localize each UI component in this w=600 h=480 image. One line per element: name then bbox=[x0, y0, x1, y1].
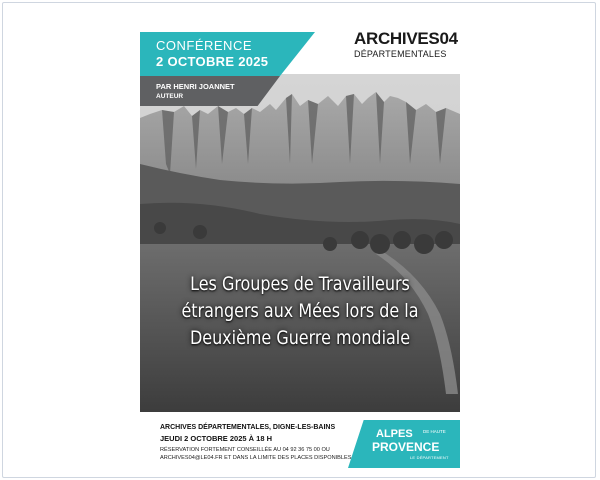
department-logo-caption: LE DÉPARTEMENT bbox=[410, 455, 449, 460]
author-banner bbox=[140, 76, 280, 106]
event-datetime: JEUDI 2 OCTOBRE 2025 À 18 H bbox=[160, 434, 272, 443]
reservation-info-2: ARCHIVES04@LE04.FR ET DANS LA LIMITE DES PLACES DISPONIBLES bbox=[160, 455, 352, 461]
conference-label: CONFÉRENCE bbox=[156, 38, 253, 53]
event-poster bbox=[140, 14, 460, 468]
title-line-3: Deuxième Guerre mondiale bbox=[189, 327, 411, 349]
archives-logo bbox=[354, 29, 458, 49]
author-role: AUTEUR bbox=[156, 93, 184, 100]
title-line-2: étrangers aux Mées lors de la bbox=[181, 300, 419, 322]
department-logo-alpes: ALPES bbox=[376, 428, 413, 440]
event-location: ARCHIVES DÉPARTEMENTALES, DIGNE-LES-BAINS bbox=[160, 424, 336, 431]
archives-logo-number: 04 bbox=[439, 29, 458, 48]
department-logo-haute: DE HAUTE bbox=[423, 429, 446, 434]
department-logo-provence: PROVENCE bbox=[372, 440, 440, 454]
conference-date: 2 OCTOBRE 2025 bbox=[156, 54, 269, 69]
poster-title bbox=[140, 271, 460, 352]
reservation-info-1: RÉSERVATION FORTEMENT CONSEILLÉE AU 04 92 36 75 00 OU bbox=[160, 447, 330, 453]
author-name: PAR HENRI JOANNET bbox=[156, 82, 235, 91]
title-line-1: Les Groupes de Travailleurs bbox=[190, 273, 410, 295]
archives-logo-subtitle: DÉPARTEMENTALES bbox=[354, 49, 447, 59]
archives-logo-word: ARCHIVES bbox=[354, 29, 440, 48]
